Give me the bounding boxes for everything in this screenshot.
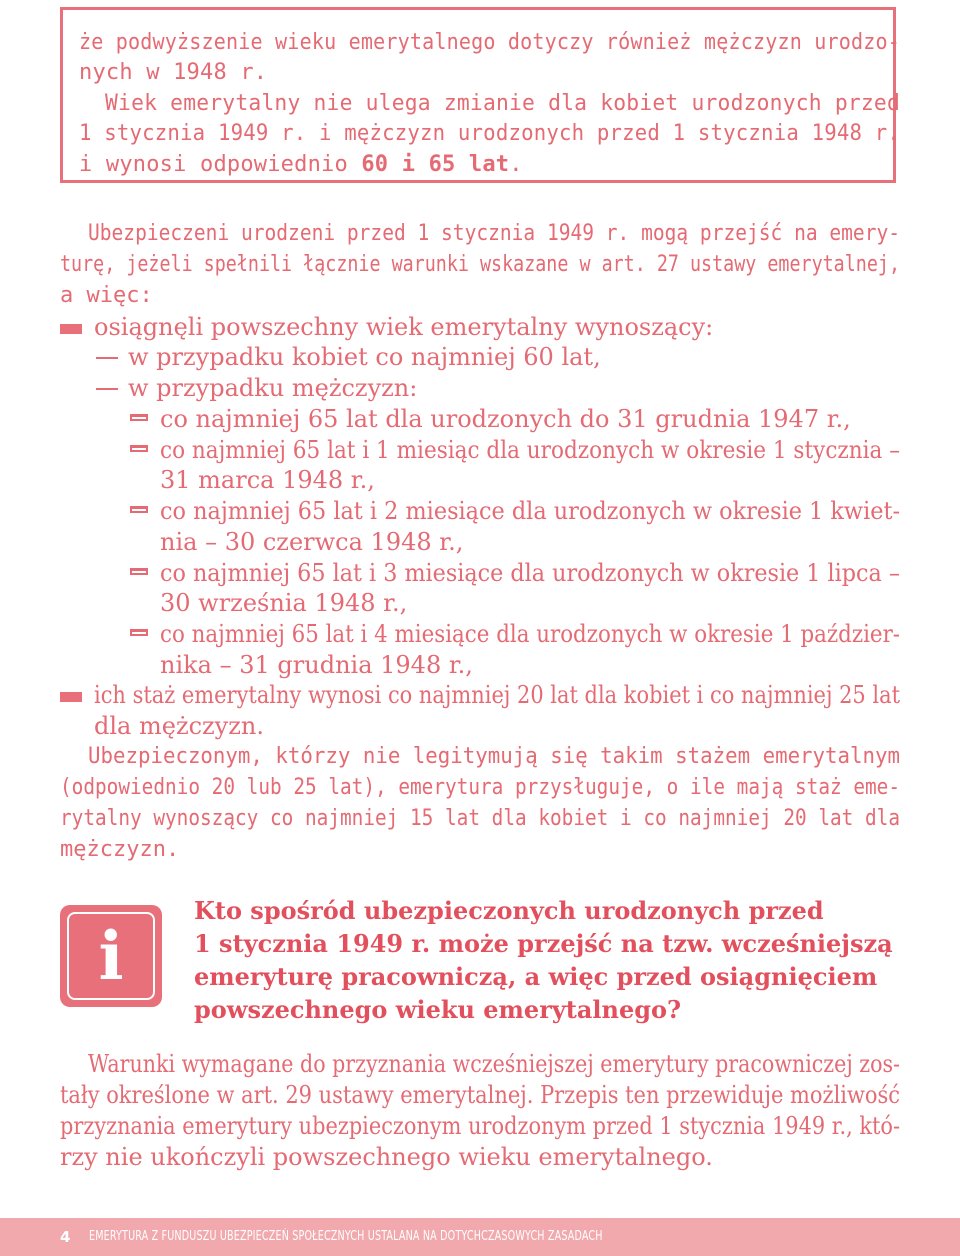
box-line-1: że podwyższenie wieku emerytalnego dotyczy również mężczyzn urodzo- <box>79 30 900 55</box>
question-line-4: powszechnego wieku emerytalnego? <box>194 995 682 1024</box>
outline-bullet-1 <box>130 414 148 421</box>
bullet-filled-2 <box>60 692 82 702</box>
box-bold-ages: 60 i 65 lat <box>361 152 510 177</box>
subsub-3-line-1: co najmniej 65 lat i 2 miesiące dla urodzonych w okresie 1 kwiet- <box>160 497 900 525</box>
outline-bullet-5 <box>130 629 148 636</box>
para3-line-2: tały określone w art. 29 ustawy emerytalnej. Przepis ten przewiduje możliwość <box>60 1081 900 1109</box>
box-line-5-start: i wynosi odpowiednio <box>79 152 362 177</box>
bullet-filled-1 <box>60 324 82 334</box>
subsub-5-line-1: co najmniej 65 lat i 4 miesiące dla urodzonych w okresie 1 paździer- <box>160 620 900 648</box>
para2-line-1: Ubezpieczonym, którzy nie legitymują się takim stażem emerytalnym <box>88 744 900 769</box>
page-number: 4 <box>60 1228 71 1246</box>
box-line-5-end: . <box>509 152 523 177</box>
outline-bullet-3 <box>130 506 148 513</box>
subsub-1-line-1: co najmniej 65 lat dla urodzonych do 31 grudnia 1947 r., <box>160 405 851 433</box>
dash-bullet-1 <box>96 357 118 359</box>
para3-line-1: Warunki wymagane do przyznania wcześniejszej emerytury pracowniczej zos- <box>88 1050 900 1078</box>
page-footer <box>0 1218 960 1256</box>
footer-title: EMERYTURA Z FUNDUSZU UBEZPIECZEŃ SPOŁECZNYCH USTALANA NA DOTYCHCZASOWYCH ZASADACH <box>89 1229 603 1244</box>
para2-line-2: (odpowiednio 20 lub 25 lat), emerytura przysługuje, o ile mają staż eme- <box>60 775 900 800</box>
intro-line-2: turę, jeżeli spełnili łącznie warunki wskazane w art. 27 ustawy emerytalnej, <box>60 252 900 277</box>
outline-bullet-4 <box>130 568 148 575</box>
para2-line-4: mężczyzn. <box>60 837 180 862</box>
subsub-4-line-1: co najmniej 65 lat i 3 miesiące dla urodzonych w okresie 1 lipca – <box>160 559 900 587</box>
subsub-2-line-1: co najmniej 65 lat i 1 miesiąc dla urodzonych w okresie 1 stycznia – <box>160 436 900 464</box>
info-icon <box>60 905 162 1007</box>
info-letter: i <box>67 912 155 1000</box>
question-line-1: Kto spośród ubezpieczonych urodzonych przed <box>194 896 824 925</box>
box-line-2: nych w 1948 r. <box>79 60 268 85</box>
box-line-3: Wiek emerytalny nie ulega zmianie dla kobiet urodzonych przed <box>105 91 900 116</box>
question-line-3: emeryturę pracowniczą, a więc przed osiągnięciem <box>194 962 878 991</box>
list-item-service-2: dla mężczyzn. <box>94 712 264 740</box>
para2-line-3: rytalny wynoszący co najmniej 15 lat dla kobiet i co najmniej 20 lat dla <box>60 806 900 831</box>
subsub-5-line-2: nika – 31 grudnia 1948 r., <box>160 651 473 679</box>
sub-item-women: w przypadku kobiet co najmniej 60 lat, <box>128 343 601 371</box>
dash-bullet-2 <box>96 388 118 390</box>
sub-item-men: w przypadku mężczyzn: <box>128 374 418 402</box>
highlight-box <box>60 7 900 183</box>
subsub-3-line-2: nia – 30 czerwca 1948 r., <box>160 528 464 556</box>
para3-line-3: przyznania emerytury ubezpieczonym urodzonym przed 1 stycznia 1949 r., któ- <box>60 1112 900 1140</box>
subsub-2-line-2: 31 marca 1948 r., <box>160 466 375 494</box>
list-item-age: osiągnęli powszechny wiek emerytalny wynoszący: <box>94 313 714 341</box>
outline-bullet-2 <box>130 445 148 452</box>
intro-line-3: a więc: <box>60 283 153 308</box>
subsub-4-line-2: 30 września 1948 r., <box>160 589 408 617</box>
list-item-service-1: ich staż emerytalny wynosi co najmniej 20 lat dla kobiet i co najmniej 25 lat <box>94 681 900 709</box>
para3-line-4: rzy nie ukończyli powszechnego wieku emerytalnego. <box>60 1143 713 1171</box>
box-line-4: 1 stycznia 1949 r. i mężczyzn urodzonych przed 1 stycznia 1948 r. <box>79 121 900 146</box>
box-line-5 <box>79 150 523 180</box>
question-line-2: 1 stycznia 1949 r. może przejść na tzw. wcześniejszą <box>194 929 893 958</box>
intro-line-1: Ubezpieczeni urodzeni przed 1 stycznia 1949 r. mogą przejść na emery- <box>88 221 900 246</box>
